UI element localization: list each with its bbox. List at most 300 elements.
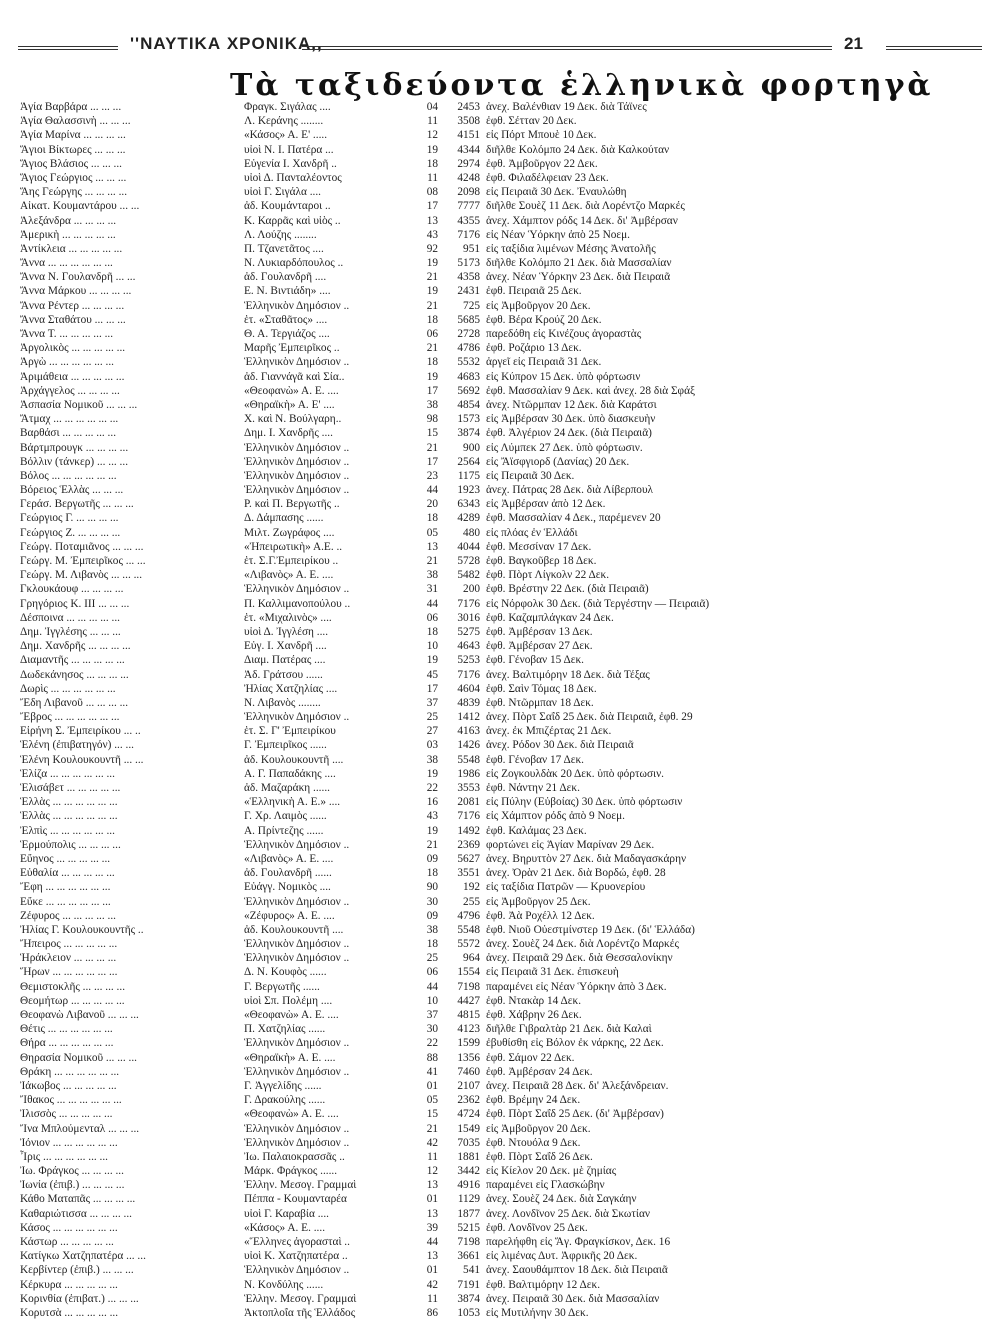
tonnage-value: 4123 <box>457 1023 480 1036</box>
list-item <box>20 824 980 838</box>
tonnage-value: 5692 <box>457 384 480 397</box>
list-item <box>20 668 980 682</box>
ship-name: Κερβίντερ (ἐπιβ.) ... ... ... <box>20 1264 134 1277</box>
ship-name: Βόρειος Ἑλλὰς ... ... ... <box>20 484 124 497</box>
list-item <box>20 313 980 327</box>
tonnage-value: 7176 <box>457 228 480 241</box>
status-text: ἀνεχ. Βαλτιμόρην 18 Δεκ. διὰ Τέξας <box>486 668 650 681</box>
owner-name: υἱοὶ Σπ. Πολέμη .... <box>244 994 333 1007</box>
ship-name: Διαμαντῆς ... ... ... ... ... <box>20 654 125 667</box>
ship-name: Γρηγόριος Κ. ΙΙΙ ... ... ... <box>20 597 130 610</box>
owner-name: «Θεοφανὼ» Α. Ε. .... <box>244 1009 339 1021</box>
status-text: παρεδόθη εἰς Κινέζους ἀγοραστὰς <box>486 328 642 340</box>
tonnage-value: 2081 <box>457 796 480 809</box>
owner-name: «Ζέφυρος» Α. Ε. .... <box>244 909 335 922</box>
code-value: 10 <box>426 640 438 653</box>
owner-name: Ἑλλην. Μεσογ. Γραμμαὶ <box>244 1179 357 1192</box>
list-item <box>20 214 980 228</box>
status-text: ἐφθ. Βρέμην 24 Δεκ. <box>486 1094 581 1107</box>
tonnage-value: 4344 <box>457 143 480 156</box>
code-value: 38 <box>426 923 438 936</box>
list-item <box>20 597 980 611</box>
ship-name: Ἁγία Μαρίνα ... ... ... ... <box>20 129 126 142</box>
list-item <box>20 1093 980 1107</box>
tonnage-value: 2974 <box>457 157 480 170</box>
code-value: 13 <box>426 540 438 553</box>
status-text: ἐφθ. Σέτταν 20 Δεκ. <box>486 115 577 128</box>
owner-name: «Θεοφανὼ» Α. Ε. .... <box>244 384 339 397</box>
list-item <box>20 582 980 596</box>
code-value: 17 <box>426 384 438 397</box>
list-item <box>20 980 980 994</box>
tonnage-value: 3874 <box>457 1292 480 1305</box>
owner-name: «Ἑλληνικὴ Α. Ε.» .... <box>244 796 341 809</box>
ship-name: Γεώργ. Μ. Λιβανὸς ... ... ... <box>20 569 143 582</box>
status-text: ἀνεχ. Χάμπτον ρόδς 14 Δεκ. δι' Ἀμβέρσαν <box>486 214 678 227</box>
owner-name: Γ. Βεργωτῆς ...... <box>244 980 320 993</box>
list-item <box>20 1079 980 1093</box>
tonnage-value: 964 <box>463 952 480 965</box>
tonnage-value: 1053 <box>457 1306 480 1319</box>
code-value: 41 <box>426 1065 438 1078</box>
list-item <box>20 994 980 1008</box>
code-value: 38 <box>426 398 438 411</box>
ship-name: Ἀντίκλεια ... ... ... ... ... <box>20 242 123 255</box>
status-text: ἀνεχ. Σαουθάμπτον 18 Δεκ. διὰ Πειραιᾶ <box>486 1264 668 1277</box>
owner-name: Ρ. καὶ Π. Βεργωτῆς .. <box>244 498 340 511</box>
ship-name: Ἅγιος Βλάσιος ... ... ... <box>20 157 122 170</box>
list-item <box>20 965 980 979</box>
tonnage-value: 5572 <box>457 938 480 951</box>
status-text: εἰς Ἄϊσφγιορδ (Δανίας) 20 Δεκ. <box>486 455 630 468</box>
ship-name: Ἠλίας Γ. Κουλουκουντῆς .. <box>20 923 144 936</box>
tonnage-value: 951 <box>463 242 480 255</box>
status-text: ἐφθ. Βρέστην 22 Δεκ. (διὰ Πειραιᾶ) <box>486 583 649 596</box>
ship-name: Θηρασία Νομικοῦ ... ... ... <box>20 1051 137 1064</box>
list-item <box>20 526 980 540</box>
code-value: 19 <box>426 370 438 383</box>
status-text: εἰς Λύμπεκ 27 Δεκ. ὑπὸ φόρτωσιν. <box>486 441 643 454</box>
code-value: 11 <box>427 115 438 128</box>
ship-name: Γεώργ. Μ. Ἐμπειρῖκος ... ... <box>20 555 146 567</box>
list-item <box>20 781 980 795</box>
list-item <box>20 880 980 894</box>
code-value: 21 <box>426 299 438 312</box>
owner-name: ἀδ. Γιαννάγᾶ καὶ Σία.. <box>244 370 345 383</box>
tonnage-value: 7176 <box>457 810 480 823</box>
status-text: εἰς Χάμπτον ρόδς ἀπὸ 9 Νοεμ. <box>486 810 625 823</box>
tonnage-value: 1573 <box>457 413 480 426</box>
ship-name: Ἰλισσὸς ... ... ... ... ... <box>20 1108 113 1121</box>
ship-name: Καθαριώτισσα ... ... ... ... <box>20 1207 132 1220</box>
code-value: 88 <box>426 1051 438 1064</box>
code-value: 21 <box>426 271 438 284</box>
owner-name: Ἑλλην. Μεσογ. Γραμμαὶ <box>244 1292 357 1305</box>
tonnage-value: 4248 <box>457 171 480 184</box>
owner-name: Ἑλληνικὸν Δημόσιον .. <box>244 1264 350 1277</box>
status-text: ἐφθ. Ἀμβέρσαν 24 Δεκ. <box>486 1065 593 1078</box>
tonnage-value: 4604 <box>457 682 480 695</box>
tonnage-value: 7198 <box>457 980 480 993</box>
status-text: ἐφθ. Ἀὰ Ροχέλλ 12 Δεκ. <box>486 909 595 922</box>
owner-name: Ἑλληνικὸν Δημόσιον .. <box>244 356 350 369</box>
owner-name: Ἑλληνικὸν Δημόσιον .. <box>244 952 350 965</box>
tonnage-value: 1554 <box>457 966 480 979</box>
tonnage-value: 5627 <box>457 852 480 865</box>
status-text: ἀνεχ. Πειραιᾶ 30 Δεκ. διὰ Μασσαλίαν <box>486 1292 660 1305</box>
owner-name: Ἰω. Παλαιοκρασσᾶς .. <box>244 1150 345 1163</box>
ship-name: Βόλλιν (τάνκερ) ... ... ... <box>20 455 129 468</box>
tonnage-value: 725 <box>463 299 480 312</box>
list-item <box>20 114 980 128</box>
owner-name: υἱοὶ Γ. Σιγάλα .... <box>244 186 322 199</box>
list-item <box>20 639 980 653</box>
ship-name: Δωρὶς ... ... ... ... ... ... <box>20 682 116 695</box>
ship-name: Ἄννα ... ... ... ... ... ... <box>20 257 113 270</box>
list-item <box>20 355 980 369</box>
code-value: 11 <box>427 1292 438 1305</box>
list-item <box>20 866 980 880</box>
status-text: εἰς Ζογκουλδὰκ 20 Δεκ. ὑπὸ φόρτωσιν. <box>486 767 665 780</box>
tonnage-value: 1877 <box>457 1207 480 1220</box>
owner-name: Ἑλληνικὸν Δημόσιον .. <box>244 895 350 908</box>
ship-name: Κάστωρ ... ... ... ... ... <box>20 1236 114 1248</box>
code-value: 42 <box>426 1136 438 1149</box>
list-item <box>20 625 980 639</box>
tonnage-value: 2098 <box>457 186 480 199</box>
ship-name: Κάθο Ματαπᾶς ... ... ... ... <box>20 1193 136 1206</box>
ships-list <box>20 100 980 1320</box>
status-text: εἰς Πόρτ Μπουὲ 10 Δεκ. <box>486 129 597 142</box>
owner-name: «Ἠπειρωτικὴ» Α.Ε. .. <box>244 540 343 553</box>
status-text: ἀνεχ. Πειραιᾶ 29 Δεκ. διὰ Θεσσαλονίκην <box>486 952 673 965</box>
list-item <box>20 1150 980 1164</box>
tonnage-value: 7777 <box>457 200 480 213</box>
list-item <box>20 455 980 469</box>
code-value: 01 <box>426 1079 438 1092</box>
list-item <box>20 1292 980 1306</box>
tonnage-value: 3442 <box>457 1165 480 1178</box>
ship-name: Αἰκατ. Κουμαντάρου ... ... <box>20 200 140 213</box>
code-value: 43 <box>426 228 438 241</box>
owner-name: Ἑλληνικὸν Δημόσιον .. <box>244 469 350 482</box>
code-value: 44 <box>426 1236 438 1248</box>
code-value: 09 <box>426 909 438 922</box>
owner-name: ἑτ. «Σταθᾶτος» .... <box>244 313 328 326</box>
code-value: 05 <box>426 526 438 539</box>
ship-name: Κατίγκω Χατζηπατέρα ... ... <box>20 1250 146 1263</box>
code-value: 13 <box>426 1250 438 1263</box>
owner-name: Ν. Λιβανὸς ........ <box>244 696 321 709</box>
status-text: ἐφθ. Σαὶν Τόμας 18 Δεκ. <box>486 682 597 695</box>
list-item <box>20 1306 980 1320</box>
status-text: εἰς Πύλην (Εὐβοίας) 30 Δεκ. ὑπὸ φόρτωσιν <box>486 796 683 809</box>
owner-name: Ἑλληνικὸν Δημόσιον .. <box>244 1065 350 1078</box>
list-item <box>20 199 980 213</box>
code-value: 04 <box>426 101 438 113</box>
code-value: 25 <box>426 952 438 965</box>
code-value: 18 <box>426 157 438 170</box>
tonnage-value: 1412 <box>457 711 480 724</box>
owner-name: Μάρκ. Φράγκος ...... <box>244 1165 338 1178</box>
list-item <box>20 1036 980 1050</box>
code-value: 21 <box>426 342 438 355</box>
code-value: 42 <box>426 1278 438 1291</box>
owner-name: ἑτ. «Μιχαλινὸς» .... <box>244 611 332 624</box>
ship-name: Κορυτσὰ ... ... ... ... ... <box>20 1306 119 1319</box>
tonnage-value: 192 <box>463 881 480 894</box>
tonnage-value: 5532 <box>457 356 480 369</box>
code-value: 17 <box>426 455 438 468</box>
ship-name: Θεμιστοκλῆς ... ... ... ... <box>20 980 126 993</box>
owner-name: ἀδ. Γουλανδρῆ .... <box>244 271 327 284</box>
ship-name: Βαρθάσι ... ... ... ... ... <box>20 427 117 440</box>
page-number: 21 <box>844 34 863 53</box>
code-value: 38 <box>426 753 438 766</box>
ship-name: Γεώργιος Ζ. ... ... ... ... <box>20 526 121 539</box>
list-item <box>20 554 980 568</box>
list-item <box>20 384 980 398</box>
list-item <box>20 1164 980 1178</box>
list-item <box>20 852 980 866</box>
code-value: 37 <box>426 696 438 709</box>
tonnage-value: 1923 <box>457 484 480 497</box>
status-text: ἐφθ. Βαλτιμόρην 12 Δεκ. <box>486 1278 601 1291</box>
tonnage-value: 255 <box>463 895 480 908</box>
page-header <box>18 34 982 58</box>
owner-name: Π. Καλλιμανοπούλου .. <box>244 597 351 610</box>
ship-name: Ἀργολικὸς ... ... ... ... ... <box>20 342 126 355</box>
ship-name: Γεώργ. Ποταμιᾶνος ... ... ... <box>20 540 144 553</box>
list-item <box>20 511 980 525</box>
status-text: ἐφθ. Λονδῖνον 25 Δεκ. <box>486 1221 588 1234</box>
code-value: 19 <box>426 257 438 270</box>
list-item <box>20 1051 980 1065</box>
owner-name: Γ. Ἐμπειρῖκος ...... <box>244 739 327 752</box>
status-text: εἰς Πειραιᾶ 30 Δεκ. <box>486 469 575 482</box>
list-item <box>20 1107 980 1121</box>
list-item <box>20 710 980 724</box>
ship-name: Ἐλπὶς ... ... ... ... ... ... <box>20 824 115 837</box>
list-item <box>20 1192 980 1206</box>
code-value: 22 <box>426 782 438 794</box>
ship-name: Ζέφυρος ... ... ... ... ... <box>20 909 117 922</box>
code-value: 15 <box>426 1108 438 1121</box>
status-text: ἐφθ. Ντουόλα 9 Δεκ. <box>486 1136 581 1149</box>
owner-name: Μαρῆς Ἐμπειρῖκος .. <box>244 342 340 355</box>
header-rule-middle <box>302 46 832 50</box>
list-item <box>20 653 980 667</box>
ship-name: Κέρκυρα ... ... ... ... ... <box>20 1278 118 1291</box>
code-value: 45 <box>426 668 438 681</box>
status-text: ἀνεχ. Σουὲζ 24 Δεκ. διὰ Σαγκάην <box>486 1193 637 1206</box>
tonnage-value: 5173 <box>457 257 480 270</box>
code-value: 18 <box>426 512 438 525</box>
list-item <box>20 1022 980 1036</box>
owner-name: Εὐγενία Ι. Χανδρῆ .. <box>244 157 337 170</box>
tonnage-value: 2728 <box>457 328 480 340</box>
code-value: 37 <box>426 1009 438 1021</box>
status-text: διῆλθε Κολόμπο 24 Δεκ. διὰ Καλκούταν <box>486 143 670 156</box>
tonnage-value: 1175 <box>457 469 480 482</box>
list-item <box>20 895 980 909</box>
list-item <box>20 242 980 256</box>
owner-name: Μιλτ. Ζωγράφος .... <box>244 526 335 539</box>
list-item <box>20 256 980 270</box>
status-text: ἀνεχ. ἐκ Μπιζέρτας 21 Δεκ. <box>486 725 612 738</box>
code-value: 43 <box>426 810 438 823</box>
tonnage-value: 3508 <box>457 115 480 128</box>
status-text: φορτώνει εἰς Ἁγίαν Μαρίναν 29 Δεκ. <box>486 838 655 851</box>
code-value: 12 <box>426 129 438 142</box>
code-value: 44 <box>426 980 438 993</box>
code-value: 13 <box>426 1207 438 1220</box>
status-text: ἐφθ. Βαγκοῦβερ 18 Δεκ. <box>486 555 597 567</box>
ship-name: Ἤπειρος ... ... ... ... ... <box>20 938 118 951</box>
list-item <box>20 1249 980 1263</box>
status-text: εἰς Ἀμβέρσαν 30 Δεκ. ὑπὸ διασκευὴν <box>486 413 656 426</box>
ship-name: Ἑλένη Κουλουκουντῆ ... ... <box>20 753 144 766</box>
ship-name: Εἰρήνη Σ. Ἐμπειρίκου ... .. <box>20 725 141 738</box>
status-text: εἰς Κύπρον 15 Δεκ. ὑπὸ φόρτωσιν <box>486 370 641 383</box>
ship-name: Θέτις ... ... ... ... ... ... <box>20 1023 113 1036</box>
tonnage-value: 4796 <box>457 909 480 922</box>
owner-name: Δ. Δάμπασης ...... <box>244 512 324 525</box>
status-text: ἐφθ. Ντακὰρ 14 Δεκ. <box>486 994 582 1007</box>
ship-name: Ἅγιοι Βίκτωρες ... ... ... <box>20 143 126 156</box>
code-value: 15 <box>426 427 438 440</box>
owner-name: Γ. Ἀγγελίδης ...... <box>244 1079 322 1092</box>
status-text: ἐφθ. Μασσαλίαν 4 Δεκ., παρέμενεν 20 <box>486 512 661 525</box>
ship-name: Ἀσπασία Νομικοῦ ... ... ... <box>20 398 138 411</box>
list-item <box>20 157 980 171</box>
status-text: διῆλθε Σουὲζ 11 Δεκ. διὰ Λορέντζο Μαρκές <box>486 200 685 213</box>
tonnage-value: 7176 <box>457 668 480 681</box>
status-text: ἀνεχ. Νέαν Ὑόρκην 23 Δεκ. διὰ Πειραιᾶ <box>486 271 671 284</box>
ship-name: Ἰόνιον ... ... ... ... ... ... <box>20 1136 118 1149</box>
owner-name: «Θηραϊκὴ» Α. Ε' .... <box>244 398 335 411</box>
owner-name: Ἑλληνικὸν Δημόσιον .. <box>244 299 350 312</box>
code-value: 98 <box>426 413 438 426</box>
ship-name: Ἥρων ... ... ... ... ... ... <box>20 966 118 979</box>
status-text: εἰς λιμένας Δυτ. Ἀφρικῆς 20 Δεκ. <box>486 1250 638 1263</box>
list-item <box>20 299 980 313</box>
ship-name: Ἴθακος ... ... ... ... ... ... <box>20 1094 122 1107</box>
code-value: 86 <box>426 1306 438 1319</box>
tonnage-value: 4724 <box>457 1108 480 1121</box>
status-text: ἐφθ. Φιλαδέλφειαν 23 Δεκ. <box>486 171 609 184</box>
code-value: 22 <box>426 1037 438 1050</box>
list-item <box>20 937 980 951</box>
tonnage-value: 4839 <box>457 696 480 709</box>
ship-name: Ἰωνία (ἐπιβ.) ... ... ... ... <box>20 1179 125 1192</box>
tonnage-value: 3551 <box>457 867 480 880</box>
code-value: 18 <box>426 313 438 326</box>
ship-name: Ἑλλὰς ... ... ... ... ... ... <box>20 810 118 823</box>
ship-name: Ἄννα Τ. ... ... ... ... ... <box>20 328 114 340</box>
tonnage-value: 4427 <box>457 994 480 1007</box>
status-text: ἐφθ. Βέρα Κρούζ 20 Δεκ. <box>486 313 602 326</box>
tonnage-value: 1356 <box>457 1051 480 1064</box>
tonnage-value: 4786 <box>457 342 480 355</box>
ship-name: Ἀλεξάνδρα ... ... ... ... <box>20 214 117 227</box>
owner-name: Ἑλληνικὸν Δημόσιον .. <box>244 938 350 951</box>
code-value: 06 <box>426 328 438 340</box>
status-text: ἀνεχ. Ὀρὰν 21 Δεκ. διὰ Βορδώ, ἐφθ. 28 <box>486 867 666 880</box>
owner-name: «Θεοφανὼ» Α. Ε. .... <box>244 1108 339 1121</box>
code-value: 05 <box>426 1094 438 1107</box>
owner-name: Διαμ. Πατέρας .... <box>244 654 326 667</box>
status-text: ἐφθ. Ἀμβέρσαν 27 Δεκ. <box>486 640 593 653</box>
ship-name: Ἶρις ... ... ... ... ... ... <box>20 1150 109 1163</box>
ship-name: Ἑλίζα ... ... ... ... ... ... <box>20 767 115 780</box>
owner-name: Ἠλίας Χατζηλίας .... <box>244 682 338 695</box>
list-item <box>20 923 980 937</box>
list-item <box>20 341 980 355</box>
owner-name: υἱοὶ Κ. Χατζηπατέρα .. <box>244 1250 348 1263</box>
tonnage-value: 5275 <box>457 625 480 638</box>
code-value: 11 <box>427 1150 438 1163</box>
list-item <box>20 568 980 582</box>
ship-name: Γεράσ. Βεργωτῆς ... ... ... <box>20 498 134 511</box>
code-value: 27 <box>426 725 438 738</box>
code-value: 18 <box>426 625 438 638</box>
status-text: εἰς Πειραιᾶ 30 Δεκ. Ἐναυλώθη <box>486 186 627 199</box>
list-item <box>20 441 980 455</box>
owner-name: Κ. Καρρᾶς καὶ υἱὸς .. <box>244 214 341 227</box>
list-item <box>20 1122 980 1136</box>
owner-name: «Κάσος» Α. Ε. .... <box>244 1221 326 1234</box>
tonnage-value: 1549 <box>457 1122 480 1135</box>
owner-name: Γ. Δρακούλης ...... <box>244 1094 326 1107</box>
code-value: 06 <box>426 966 438 979</box>
list-item <box>20 951 980 965</box>
owner-name: ἀδ. Μαζαράκη ...... <box>244 782 330 794</box>
tonnage-value: 2107 <box>457 1079 480 1092</box>
ship-name: Ἔφη ... ... ... ... ... ... <box>20 881 111 894</box>
owner-name: υἱοὶ Ν. Ι. Πατέρα ... <box>244 143 334 156</box>
ship-name: Ἅης Γεώργης ... ... ... ... <box>20 186 128 199</box>
code-value: 21 <box>426 441 438 454</box>
tonnage-value: 4163 <box>457 725 480 738</box>
code-value: 19 <box>426 654 438 667</box>
status-text: ἀνεχ. Ρόδον 30 Δεκ. διὰ Πειραιᾶ <box>486 739 634 752</box>
owner-name: Εὐγ. Ι. Χανδρῆ .... <box>244 640 327 653</box>
ship-name: Ἀριμάθεια ... ... ... ... ... <box>20 370 125 383</box>
code-value: 10 <box>426 994 438 1007</box>
tonnage-value: 4815 <box>457 1009 480 1021</box>
owner-name: υἱοὶ Δ. Ἰγγλέση .... <box>244 625 329 638</box>
ship-name: Ἑλισάβετ ... ... ... ... ... <box>20 782 121 794</box>
tonnage-value: 6343 <box>457 498 480 511</box>
ship-name: Γεώργιος Γ. ... ... ... ... <box>20 512 119 525</box>
tonnage-value: 200 <box>463 583 480 596</box>
list-item <box>20 795 980 809</box>
status-text: ἐφθ. Ροζάριο 13 Δεκ. <box>486 342 582 355</box>
owner-name: «Λιβανὸς» Α. Ε. .... <box>244 569 334 582</box>
ship-name: Εὔηνος ... ... ... ... ... <box>20 852 111 865</box>
list-item <box>20 724 980 738</box>
code-value: 19 <box>426 285 438 298</box>
header-rule-right <box>886 46 982 50</box>
tonnage-value: 3874 <box>457 427 480 440</box>
owner-name: Πέππα - Κουμανταρέα <box>244 1193 347 1206</box>
ship-name: Δημ. Χανδρῆς ... ... ... ... <box>20 640 131 653</box>
owner-name: Ν. Λυκιαρδόπουλος .. <box>244 257 344 270</box>
status-text: εἰς Νόρφολκ 30 Δεκ. (διὰ Τεργέστην — Πειραιᾶ) <box>486 597 710 610</box>
status-text: ἐφθ. Γένοβαν 15 Δεκ. <box>486 654 584 667</box>
tonnage-value: 7035 <box>457 1136 480 1149</box>
